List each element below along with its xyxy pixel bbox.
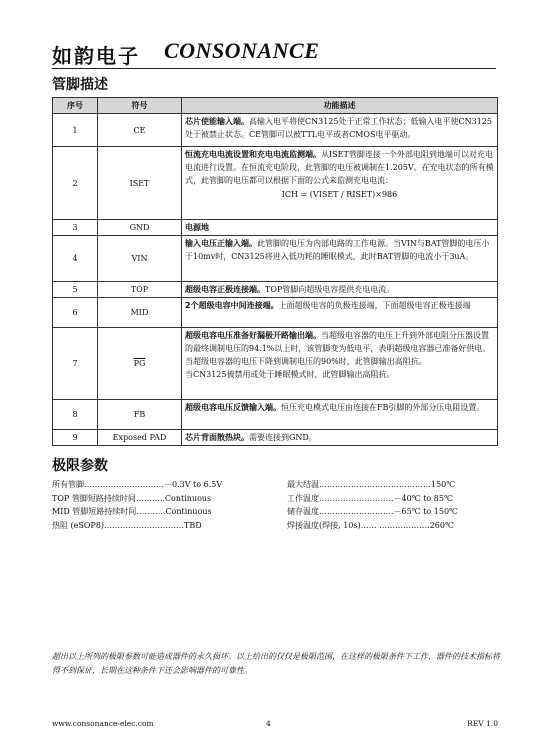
pin-function-heading: 芯片背面散热块。 xyxy=(185,433,249,442)
rating-leader: …… ………………. xyxy=(360,520,430,530)
pin-function xyxy=(182,282,498,298)
pin-function xyxy=(182,298,498,328)
pin-number: 1 xyxy=(53,114,98,147)
rating-label: 所有管脚 xyxy=(52,480,84,489)
pin-function-heading: 电源地 xyxy=(185,223,209,232)
pin-description-title: 管脚描述 xyxy=(52,77,108,93)
table-row xyxy=(53,328,498,400)
pin-symbol-overlined: $\overline{PG}$ xyxy=(133,359,146,368)
pin-number: 2 xyxy=(53,147,98,220)
pin-function-text: 需要连接到GND。 xyxy=(249,433,317,442)
pin-number: 7 xyxy=(53,328,98,400)
pin-symbol xyxy=(98,328,182,400)
rating-value: Continuous xyxy=(164,493,212,503)
table-header-row xyxy=(53,98,498,114)
rating-leader: ……….. xyxy=(135,493,165,503)
pin-function-heading: 超级电容电压准备好漏极开路输出端。 xyxy=(185,331,321,340)
pin-function-text: 从ISET管脚连接一个外部电阻到地端可以对充电电流进行设置。在恒流充电阶段，此管脚的电压被调制在1.205V。在充电状态的所有模式，此管脚的电压都可以根据下面的公式来监测充电电流： xyxy=(185,150,494,185)
column-header-function: 功能描述 xyxy=(182,98,498,114)
table-row xyxy=(53,236,498,282)
pin-function xyxy=(182,328,498,400)
rating-row xyxy=(287,505,499,519)
pin-symbol: GND xyxy=(98,220,182,236)
rating-value: TBD xyxy=(184,520,202,530)
pin-number: 6 xyxy=(53,298,98,328)
rating-value: －0.3V to 6.5V xyxy=(164,480,223,489)
rating-label: 最大结温 xyxy=(287,480,319,489)
rating-label: 储存温度 xyxy=(287,507,319,516)
rating-label: 热阻 (eSOP8) xyxy=(52,520,105,530)
header-divider xyxy=(52,68,496,69)
pin-number: 4 xyxy=(53,236,98,282)
charge-current-formula: ICH = (VISET / RISET)×986 xyxy=(281,190,398,199)
rating-leader: ………………………. xyxy=(319,493,394,503)
absolute-ratings-title: 极限参数 xyxy=(52,458,108,474)
rating-value: Continuous xyxy=(165,507,212,516)
pin-number: 9 xyxy=(53,430,98,446)
pin-function-heading: 2个超级电容中间连接端。 xyxy=(185,301,279,310)
pin-function-heading: 超级电容正极连接端。 xyxy=(185,285,265,294)
rating-leader: …………………………………… xyxy=(319,480,431,489)
rating-value: －65℃ to 150℃ xyxy=(393,507,459,516)
table-row xyxy=(53,114,498,147)
pin-symbol: TOP xyxy=(98,282,182,298)
rating-row xyxy=(287,519,499,533)
table-row xyxy=(53,282,498,298)
pin-function xyxy=(182,147,498,220)
pin-function-text: TOP管脚向超级电容提供充电电流。 xyxy=(265,285,395,294)
absolute-ratings-left xyxy=(52,478,268,532)
rating-leader: ………………………. xyxy=(319,507,394,516)
pin-function xyxy=(182,236,498,282)
rating-label: 工作温度 xyxy=(287,493,319,503)
pin-function-text: 高输入电平将使CN3125处于正常工作状态；低输入电平使CN3125处于被禁止状态。CE管脚可以被TTL电平或者CMOS电平驱动。 xyxy=(185,117,492,139)
pin-function xyxy=(182,114,498,147)
pin-description-table xyxy=(52,97,498,446)
pin-number: 5 xyxy=(53,282,98,298)
rating-label: MID 管脚短路持续时间 xyxy=(52,507,137,516)
rating-value: 260℃ xyxy=(429,520,454,530)
rating-row xyxy=(287,492,499,506)
pin-symbol: CE xyxy=(98,114,182,147)
table-row xyxy=(53,298,498,328)
column-header-number: 序号 xyxy=(53,98,98,114)
pin-function-text: 当超级电容器的电压上升到外部电阻分压器设置的最终调制电压的94.1%以上时，该管脚变为低电平，表明超级电容器已准备好供电。当超级电容器的电压下降到调制电压的90%时，此管脚输出高阻抗。 xyxy=(185,331,491,366)
rating-leader: ……….. xyxy=(136,507,166,516)
rating-label: TOP 管脚短路持续时间 xyxy=(52,493,136,503)
pin-symbol: FB xyxy=(98,400,182,430)
brand-chinese-name: 如韵电子 xyxy=(52,44,140,68)
rating-row xyxy=(52,519,268,533)
pin-function xyxy=(182,400,498,430)
pin-function-text-extra: 当CN3125被禁用或处于睡眠模式时，此管脚输出高阻抗。 xyxy=(185,370,395,379)
rating-value: 150℃ xyxy=(431,480,456,489)
pin-function-text: 上面超级电容的负极连接端，下面超级电容正极连接端 xyxy=(278,301,471,310)
rating-leader: ………………………… xyxy=(104,520,185,530)
page-header xyxy=(52,38,498,68)
table-row xyxy=(53,147,498,220)
footer-page-number: 4 xyxy=(266,719,271,728)
pin-function-text: 此管脚的电压为内部电路的工作电源。当VIN与BAT管脚的电压小于10mv时，CN3125将进入低功耗的睡眠模式，此时BAT管脚的电流小于3uA。 xyxy=(185,239,490,261)
footer-revision: REV 1.0 xyxy=(467,719,498,728)
pin-number: 3 xyxy=(53,220,98,236)
rating-leader: ………………………… xyxy=(84,480,164,489)
pin-function-text: 恒压充电模式电压由连接在FB引脚的外部分压电阻设置。 xyxy=(281,403,485,412)
ratings-disclaimer-note: 超出以上所列的极限参数可能造成器件的永久损坏。以上给出的仅仅是极限范围，在这样的极限条件下工作，器件的技术指标将得不到保证，长期在这种条件下还会影响器件的可靠性。 xyxy=(52,652,500,675)
rating-row xyxy=(52,478,268,492)
rating-row xyxy=(287,478,499,492)
column-header-symbol: 符号 xyxy=(98,98,182,114)
table-row xyxy=(53,430,498,446)
pin-function xyxy=(182,220,498,236)
pin-function xyxy=(182,430,498,446)
rating-value: －40℃ to 85℃ xyxy=(393,493,453,503)
pin-symbol: Exposed PAD xyxy=(98,430,182,446)
pin-function-heading: 超级电容电压反馈输入端。 xyxy=(185,403,281,412)
pin-number: 8 xyxy=(53,400,98,430)
absolute-ratings-right xyxy=(287,478,499,532)
rating-row xyxy=(52,505,268,519)
pin-symbol: MID xyxy=(98,298,182,328)
rating-label: 焊接温度(焊接, 10s) xyxy=(287,520,361,530)
pin-function-heading: 输入电压正输入端。 xyxy=(185,239,257,248)
pin-symbol: ISET xyxy=(98,147,182,220)
brand-logo-text: CONSONANCE xyxy=(164,38,320,63)
table-row xyxy=(53,400,498,430)
pin-function-heading: 芯片使能输入端。 xyxy=(185,117,249,126)
rating-row xyxy=(52,492,268,506)
footer-website: www.consonance-elec.com xyxy=(52,719,154,728)
pin-function-heading: 恒流充电电流设置和充电电流监测端。 xyxy=(185,150,321,159)
table-row xyxy=(53,220,498,236)
pin-symbol: VIN xyxy=(98,236,182,282)
